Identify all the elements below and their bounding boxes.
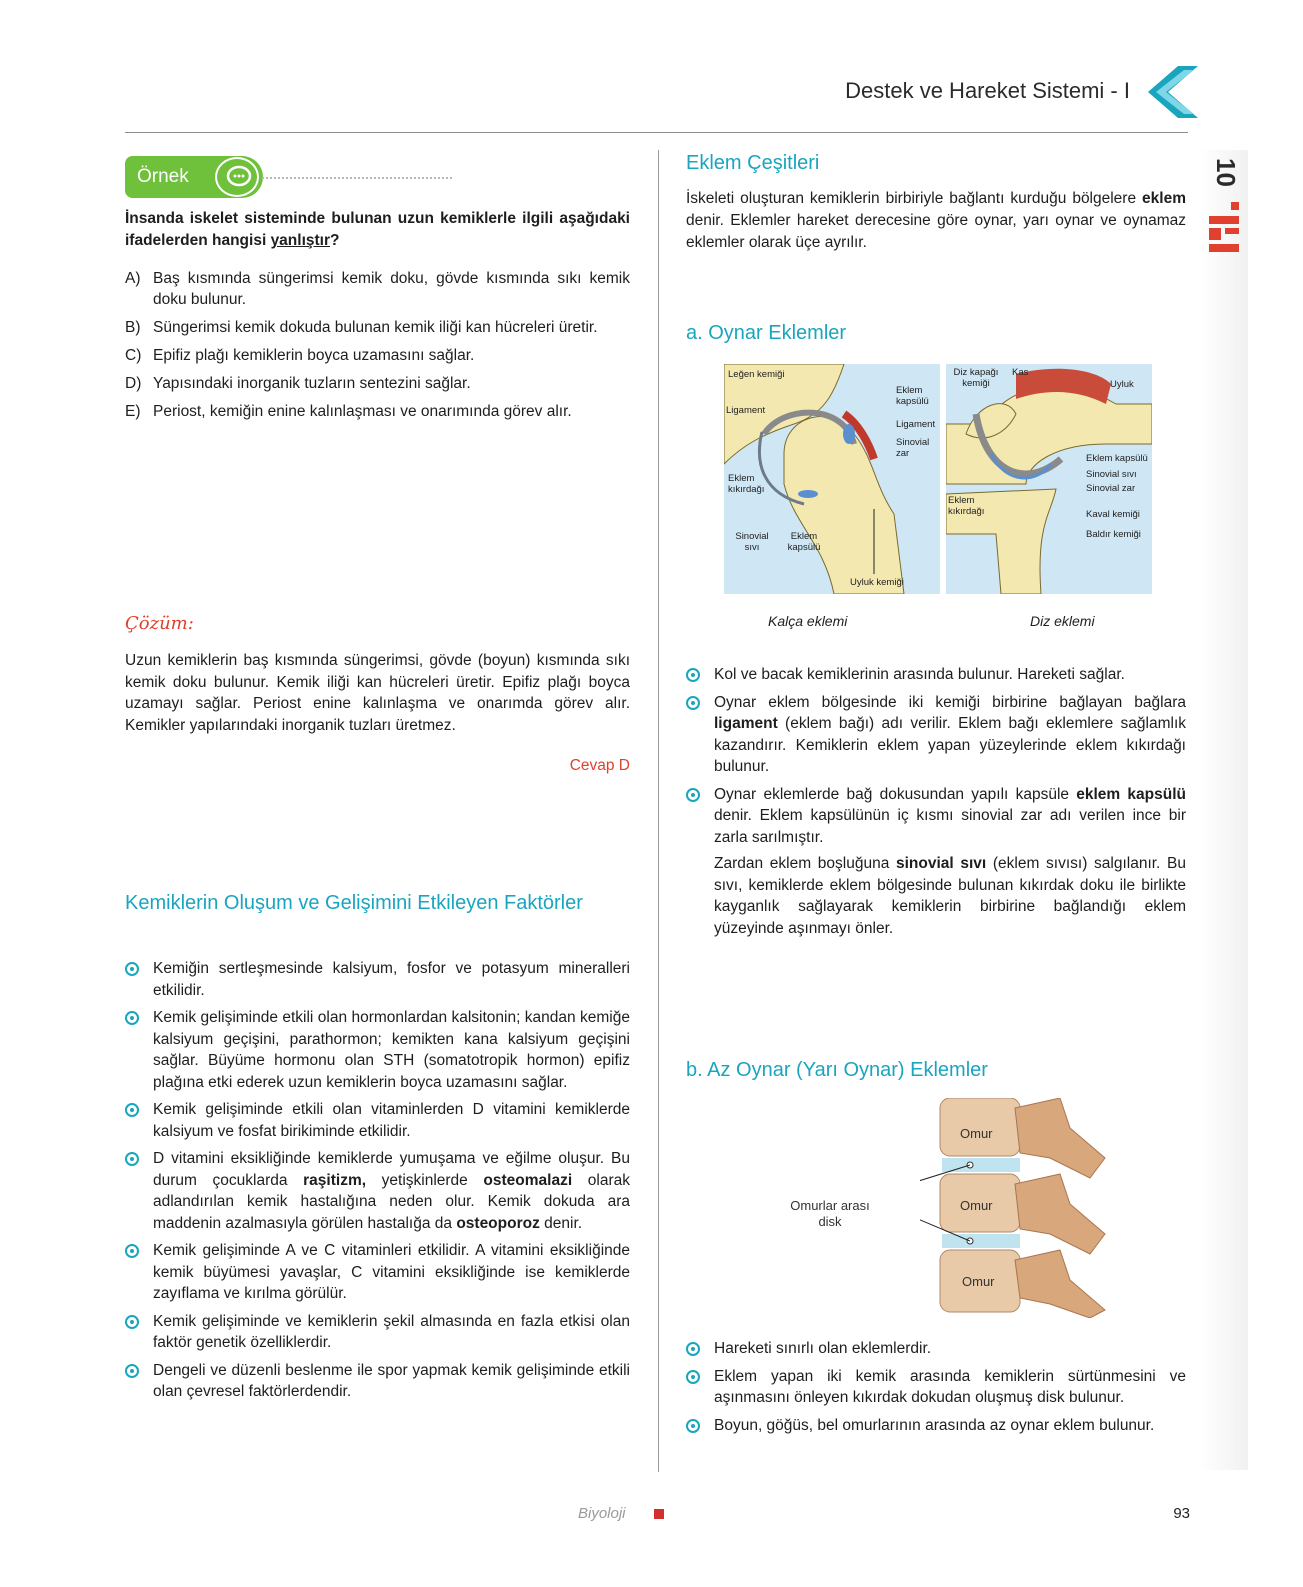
- list-item: Kemik gelişiminde etkili olan vitaminlerden D vitamini kemiklerde kalsiyum ve fosfat birikiminde etkilidir.: [125, 1099, 630, 1142]
- label-ligament: Ligament: [726, 405, 766, 416]
- label-diz-kapagi: Diz kapağı kemiği: [953, 367, 999, 389]
- label-omur-1: Omur: [960, 1126, 993, 1141]
- page-number: 93: [1173, 1505, 1190, 1522]
- movable-joints-title: a. Oynar Eklemler: [686, 322, 847, 344]
- bullet-icon: [125, 1152, 139, 1166]
- column-divider: [658, 150, 659, 1472]
- bullet-icon: [125, 962, 139, 976]
- label-uyluk-kemigi: Uyluk kemiği: [850, 577, 904, 588]
- option-d: D) Yapısındaki inorganik tuzların sentezini sağlar.: [125, 375, 471, 392]
- list-item: Boyun, göğüs, bel omurlarının arasında az oynar eklem bulunur.: [686, 1415, 1186, 1437]
- option-b: B) Süngerimsi kemik dokuda bulunan kemik iliği kan hücreleri üretir.: [125, 319, 598, 336]
- label-kas: Kas: [1012, 367, 1029, 378]
- list-item: Hareketi sınırlı olan eklemlerdir.: [686, 1338, 1186, 1360]
- chat-bubble-icon: [215, 157, 259, 197]
- list-item: D vitamini eksikliğinde kemiklerde yumuşama ve eğilme oluşur. Bu durum çocuklarda raşitizm, yetişkinlerde osteomalazi olarak adlandırılan kemik hastalığına neden olur. Kemik dokuda ara maddenin azalmasıyla görülen hastalığa da osteoporoz denir.: [125, 1148, 630, 1234]
- joints-intro: İskeleti oluşturan kemiklerin birbiriyle bağlantı kurduğu bölgelere eklem denir. Eklemler hareket derecesine göre oynar, yarı oynar ve oynamaz eklemler olarak üçe ayrılır.: [686, 190, 1186, 251]
- list-item: Eklem yapan iki kemik arasında kemiklerin sürtünmesini ve aşınmasını önleyen kıkırdak dokudan oluşmuş disk bulunur.: [686, 1366, 1186, 1409]
- label-eklem-kapsulu: Eklem kapsülü: [896, 385, 929, 407]
- movable-joints-list: [686, 664, 1186, 945]
- label-uyluk: Uyluk: [1110, 379, 1134, 390]
- option-e: E) Periost, kemiğin enine kalınlaşması ve onarımında görev alır.: [125, 403, 572, 420]
- list-item-continuation: Zardan eklem boşluğuna sinovial sıvı (eklem sıvısı) salgılanır. Bu sıvı, kemiklerde eklem bölgesinde bulunan kıkırdak doku ile birlikte kayganlık sağlayarak kemiklerin birbirine bağlandığı eklem yüzeyinde aşınmayı önler.: [714, 855, 1186, 937]
- bullet-icon: [125, 1011, 139, 1025]
- footer-subject: Biyoloji: [578, 1505, 626, 1522]
- bullet-icon: [125, 1103, 139, 1117]
- list-item: Oynar eklem bölgesinde iki kemiği birbirine bağlayan bağlara ligament (eklem bağı) adı verilir. Eklem bağı eklemlere sağlamlık kazandırır. Kemiklerin eklem yapan yüzeylerinde eklem kıkırdağı bulunur.: [686, 692, 1186, 778]
- knee-joint-figure: [946, 364, 1152, 594]
- label-omur-3: Omur: [962, 1274, 995, 1289]
- bullet-icon: [125, 1244, 139, 1258]
- joints-title: Eklem Çeşitleri: [686, 152, 820, 174]
- label-baldir-kemigi: Baldır kemiği: [1086, 529, 1141, 540]
- list-item: Oynar eklemlerde bağ dokusundan yapılı kapsüle eklem kapsülü denir. Eklem kapsülünün iç kısmı sinovial zar adı verilen ince bir zarla sarılmıştır.: [686, 784, 1186, 849]
- label-kaval-kemigi: Kaval kemiği: [1086, 509, 1140, 520]
- bullet-icon: [686, 1370, 700, 1384]
- option-a: A) Baş kısmında süngerimsi kemik doku, gövde kısmında sıkı kemik doku bulunur.: [125, 270, 630, 308]
- example-badge-label: Örnek: [137, 166, 189, 187]
- bullet-icon: [686, 696, 700, 710]
- bullet-icon: [686, 1342, 700, 1356]
- factors-title: Kemiklerin Oluşum ve Gelişimini Etkileyen Faktörler: [125, 892, 583, 914]
- side-strip: [1200, 150, 1248, 1470]
- footer-square: [654, 1509, 664, 1519]
- list-item: Dengeli ve düzenli beslenme ile spor yapmak kemik gelişiminde etkili olan çevresel faktörlerdendir.: [125, 1360, 630, 1403]
- chevron-left-icon: [1148, 66, 1198, 118]
- label-ligament-right: Ligament: [896, 419, 936, 430]
- factors-list: [125, 958, 630, 1409]
- label-sinovial-sivi-knee: Sinovial sıvı: [1086, 469, 1137, 480]
- list-item: Kemik gelişiminde A ve C vitaminleri etkilidir. A vitamini eksikliğinde kemik büyümesi yavaşlar, C vitamini eksikliğinde ise kemiklerde zayıflama ve kırılma görülür.: [125, 1240, 630, 1305]
- semi-movable-title: b. Az Oynar (Yarı Oynar) Eklemler: [686, 1059, 988, 1081]
- list-item: Kol ve bacak kemiklerinin arasında bulunur. Hareketi sağlar.: [686, 664, 1186, 686]
- hip-joint-figure: [724, 364, 940, 594]
- bullet-icon: [686, 1419, 700, 1433]
- solution-answer: Cevap D: [569, 757, 630, 774]
- label-legen-kemigi: Leğen kemiği: [728, 369, 785, 380]
- label-eklem-kikirdagi-knee: Eklem kıkırdağı: [948, 495, 985, 517]
- label-eklem-kapsulu-bottom: Eklem kapsülü: [787, 531, 821, 553]
- example-dotted-line: [262, 177, 452, 179]
- label-sinovial-zar: Sinovial zar: [896, 437, 930, 459]
- list-item: Kemiğin sertleşmesinde kalsiyum, fosfor ve potasyum mineralleri etkilidir.: [125, 958, 630, 1001]
- label-eklem-kapsulu-knee: Eklem kapsülü: [1086, 453, 1148, 464]
- option-c: C) Epifiz plağı kemiklerin boyca uzamasını sağlar.: [125, 347, 475, 364]
- edition-logo: [1207, 150, 1241, 260]
- bullet-icon: [125, 1364, 139, 1378]
- answer-options: [125, 268, 630, 429]
- bullet-icon: [125, 1315, 139, 1329]
- semi-movable-list: [686, 1338, 1186, 1442]
- header-divider: [125, 132, 1188, 133]
- label-sinovial-sivi: Sinovial sıvı: [735, 531, 769, 553]
- list-item: Kemik gelişiminde etkili olan hormonlardan kalsitonin; kandan kemiğe kalsiyum geçişini, parathormon; kemikten kana kalsiyum geçişini sağlar. Büyüme hormonu olan STH (somatotropik hormon) epifiz plağına etki ederek uzun kemiklerin boyca uzamasını sağlar.: [125, 1007, 630, 1093]
- header-title: Destek ve Hareket Sistemi - I: [845, 78, 1130, 103]
- label-omur-2: Omur: [960, 1198, 993, 1213]
- solution-title: Çözüm:: [125, 613, 194, 634]
- label-sinovial-zar-knee: Sinovial zar: [1086, 483, 1136, 494]
- caption-knee: Diz eklemi: [1030, 613, 1095, 629]
- label-eklem-kikirdagi: Eklem kıkırdağı: [728, 473, 765, 495]
- bullet-icon: [686, 788, 700, 802]
- caption-hip: Kalça eklemi: [768, 613, 848, 629]
- vertebra-figure: [920, 1098, 1110, 1318]
- edition-number: 10: [1211, 158, 1241, 187]
- solution-text: Uzun kemiklerin baş kısmında süngerimsi, gövde (boyun) kısmında sıkı kemik doku bulunur. Kemik iliği kan hücreleri üretir. Epifiz plağı boyca uzamayı sağlar. Periost enine kalınlaşma ve onarımda görev alır. Kemikler yapılarındaki inorganik tuzları üretmez.: [125, 652, 630, 734]
- bullet-icon: [686, 668, 700, 682]
- example-question: İnsanda iskelet sisteminde bulunan uzun kemiklerle ilgili aşağıdaki ifadelerden hangisi yanlıştır?: [125, 210, 630, 249]
- label-omurlar-arasi-disk: Omurlar arası disk: [790, 1198, 870, 1229]
- list-item: Kemik gelişiminde ve kemiklerin şekil almasında en fazla etkisi olan faktör genetik özelliklerdir.: [125, 1311, 630, 1354]
